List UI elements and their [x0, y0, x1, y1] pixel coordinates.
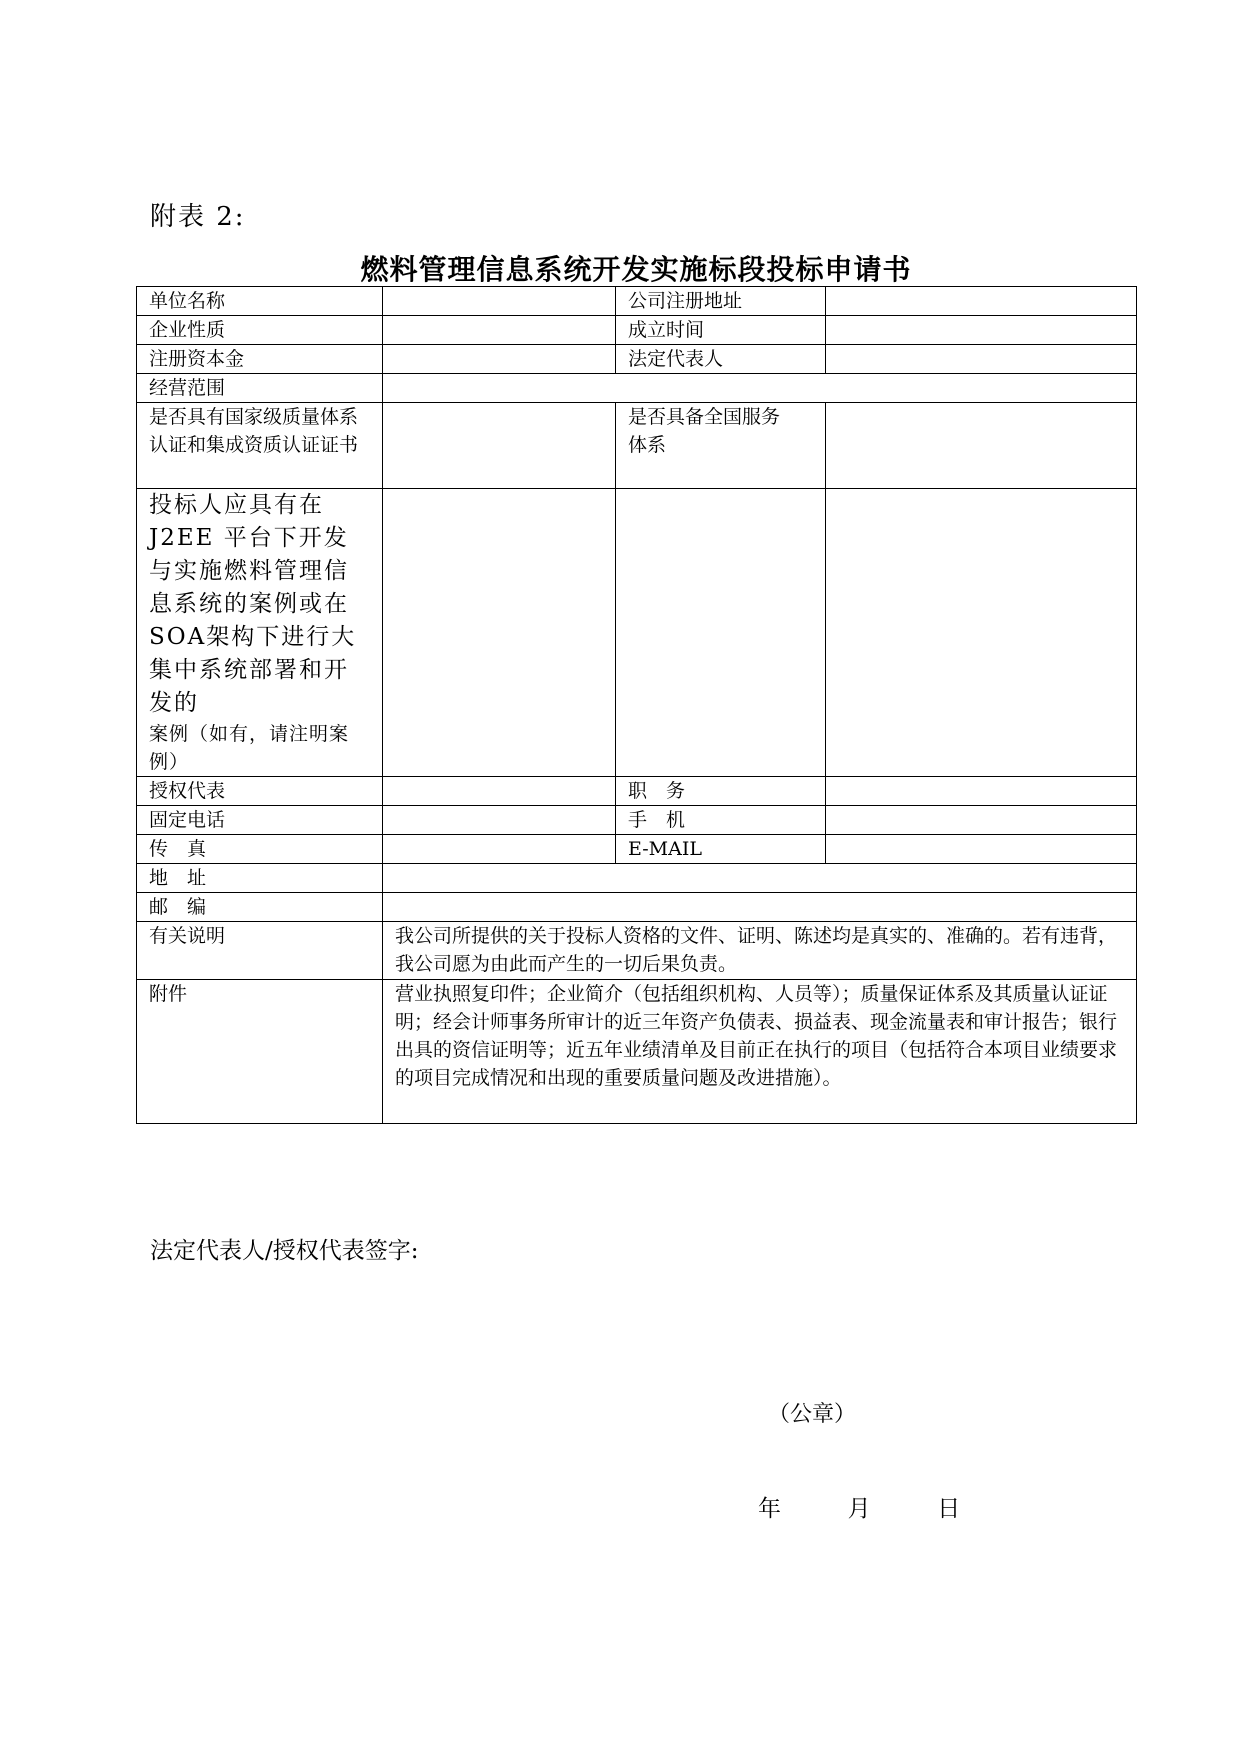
case-requirement-label: [137, 489, 383, 777]
postcode-field[interactable]: [383, 893, 1137, 922]
table-row: [137, 922, 1137, 980]
table-row: [137, 287, 1137, 316]
reg-capital-field[interactable]: [383, 345, 616, 374]
phone-label: 固定电话: [137, 806, 383, 835]
table-row: [137, 864, 1137, 893]
table-row: [137, 403, 1137, 489]
founded-label: 成立时间: [616, 316, 826, 345]
unit-name-label: 单位名称: [137, 287, 383, 316]
case-field-3[interactable]: [826, 489, 1137, 777]
date-line: [758, 1490, 960, 1523]
address-field[interactable]: [383, 864, 1137, 893]
fax-label: 传 真: [137, 835, 383, 864]
signature-label: 法定代表人/授权代表签字:: [150, 1238, 419, 1264]
attachments-label: 附件: [137, 980, 383, 1124]
position-label: 职 务: [616, 777, 826, 806]
quality-cert-field[interactable]: [383, 403, 616, 489]
reg-address-label: 公司注册地址: [616, 287, 826, 316]
mobile-label: 手 机: [616, 806, 826, 835]
address-label: 地 址: [137, 864, 383, 893]
statement-text: 我公司所提供的关于投标人资格的文件、证明、陈述均是真实的、准确的。若有违背，我公司愿为由此而产生的一切后果负责。: [383, 922, 1137, 980]
legal-rep-field[interactable]: [826, 345, 1137, 374]
application-form-table: [136, 286, 1137, 1124]
table-row: [137, 345, 1137, 374]
table-row: [137, 316, 1137, 345]
phone-field[interactable]: [383, 806, 616, 835]
table-row: [137, 489, 1137, 777]
scope-label: 经营范围: [137, 374, 383, 403]
mobile-field[interactable]: [826, 806, 1137, 835]
founded-field[interactable]: [826, 316, 1137, 345]
postcode-label: 邮 编: [137, 893, 383, 922]
national-service-label: 是否具备全国服务体系: [616, 403, 826, 489]
table-row: [137, 374, 1137, 403]
table-row: [137, 777, 1137, 806]
email-label: E-MAIL: [616, 835, 826, 864]
legal-rep-label: 法定代表人: [616, 345, 826, 374]
nature-label: 企业性质: [137, 316, 383, 345]
email-field[interactable]: [826, 835, 1137, 864]
case-requirement-text: 投标人应具有在J2EE 平台下开发与实施燃料管理信息系统的案例或在 SOA架构下进行大集中系统部署和开发的: [149, 492, 357, 716]
position-field[interactable]: [826, 777, 1137, 806]
fax-field[interactable]: [383, 835, 616, 864]
document-title: 燃料管理信息系统开发实施标段投标申请书: [360, 253, 912, 286]
national-service-field[interactable]: [826, 403, 1137, 489]
case-field-1[interactable]: [383, 489, 616, 777]
annex-label: 附表 2:: [150, 202, 246, 232]
auth-rep-field[interactable]: [383, 777, 616, 806]
company-seal-label: （公章）: [768, 1402, 857, 1427]
case-field-2[interactable]: [616, 489, 826, 777]
reg-capital-label: 注册资本金: [137, 345, 383, 374]
table-row: [137, 806, 1137, 835]
nature-field[interactable]: [383, 316, 616, 345]
scope-field[interactable]: [383, 374, 1137, 403]
unit-name-field[interactable]: [383, 287, 616, 316]
attachments-text: 营业执照复印件；企业简介（包括组织机构、人员等）；质量保证体系及其质量认证证明；经会计师事务所审计的近三年资产负债表、损益表、现金流量表和审计报告；银行出具的资信证明等；近五年业绩清单及目前正在执行的项目（包括符合本项目业绩要求的项目完成情况和出现的重要质量问题及改进措施）。: [383, 980, 1137, 1124]
case-requirement-note: 案例（如有，请注明案例）: [149, 723, 350, 773]
table-row: [137, 980, 1137, 1124]
quality-cert-label: 是否具有国家级质量体系认证和集成资质认证证书: [137, 403, 383, 489]
table-row: [137, 893, 1137, 922]
day-label: 日: [937, 1496, 961, 1522]
year-label: 年: [758, 1496, 781, 1522]
month-label: 月: [847, 1496, 871, 1522]
statement-label: 有关说明: [137, 922, 383, 980]
auth-rep-label: 授权代表: [137, 777, 383, 806]
reg-address-field[interactable]: [826, 287, 1137, 316]
table-row: [137, 835, 1137, 864]
